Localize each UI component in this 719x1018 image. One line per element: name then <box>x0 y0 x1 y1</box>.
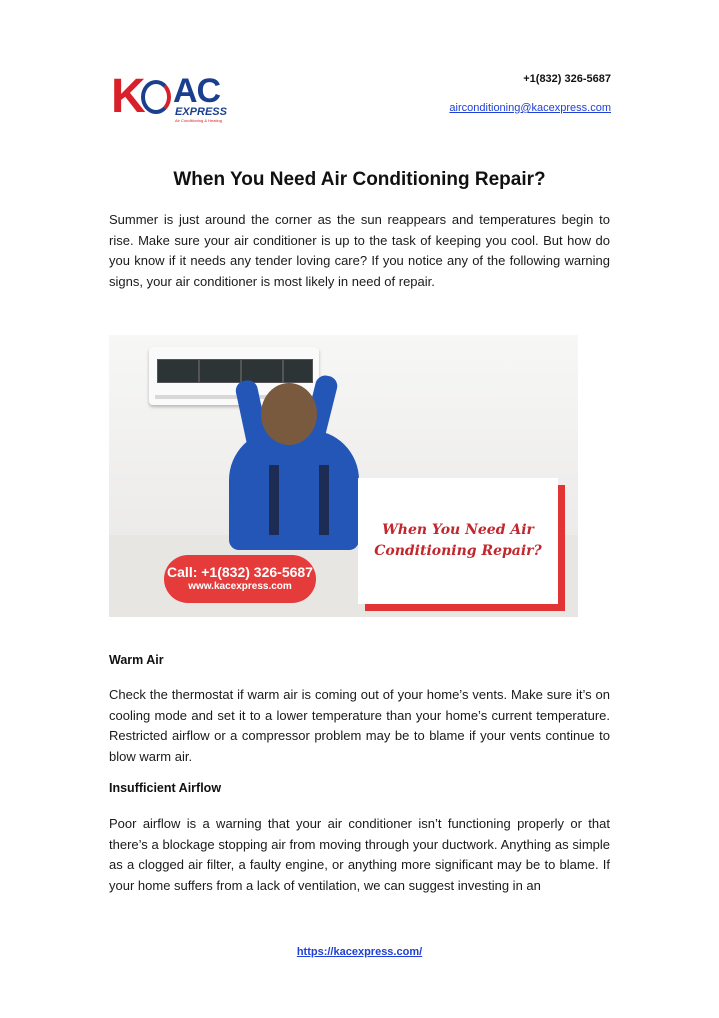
section-heading-insufficient-airflow: Insufficient Airflow <box>109 781 222 795</box>
call-badge-phone: Call: +1(832) 326-5687 <box>167 564 313 580</box>
overall-strap <box>269 465 279 535</box>
technician-body <box>229 430 359 550</box>
logo-express-text: EXPRESS <box>175 106 227 118</box>
section-body-warm-air: Check the thermostat if warm air is coming out of your home’s vents. Make sure it’s on cooling mode and set it to a lower temperature than your home’s current temperature. Restricted airflow or a compressor problem may be to blame if your vents continue to blow warm air. <box>109 687 610 764</box>
ac-vent <box>199 359 241 383</box>
section-body-insufficient-airflow: Poor airflow is a warning that your air conditioner isn’t functioning properly or that there’s a blockage stopping air from moving through your ductwork. Anything as simple as a clogged air filter, a faulty engine, or anything more significant may be to blame. If your home suffers from a lack of ventilation, we can suggest investing in an <box>109 816 610 893</box>
logo-k-letter: K <box>111 70 144 123</box>
technician-head <box>261 383 317 445</box>
banner-image <box>109 335 578 617</box>
header-email-link[interactable]: airconditioning@kacexpress.com <box>449 102 611 114</box>
call-badge <box>164 555 316 603</box>
banner-title-card <box>358 478 558 604</box>
ac-vent <box>157 359 199 383</box>
logo-ring-icon <box>141 80 171 114</box>
logo-tagline: Air Conditioning & Heating <box>175 118 222 123</box>
call-badge-site: www.kacexpress.com <box>188 581 292 592</box>
intro-paragraph: Summer is just around the corner as the sun reappears and temperatures begin to rise. Make sure your air conditioner is up to the task of keeping you cool. But how do you know if it needs any tender loving care? If you notice any of the following warning signs, your air conditioner is most likely in need of repair. <box>109 212 610 289</box>
header-phone: +1(832) 326-5687 <box>523 73 611 85</box>
kac-express-logo <box>111 70 229 123</box>
footer-url-link[interactable]: https://kacexpress.com/ <box>296 946 423 958</box>
section-heading-warm-air: Warm Air <box>109 653 164 667</box>
page-title: When You Need Air Conditioning Repair? <box>173 169 546 190</box>
banner-card-text: When You Need Air Conditioning Repair? <box>374 522 542 559</box>
logo-ac-letters: AC <box>173 72 221 110</box>
overall-strap <box>319 465 329 535</box>
ac-vent <box>283 359 313 383</box>
